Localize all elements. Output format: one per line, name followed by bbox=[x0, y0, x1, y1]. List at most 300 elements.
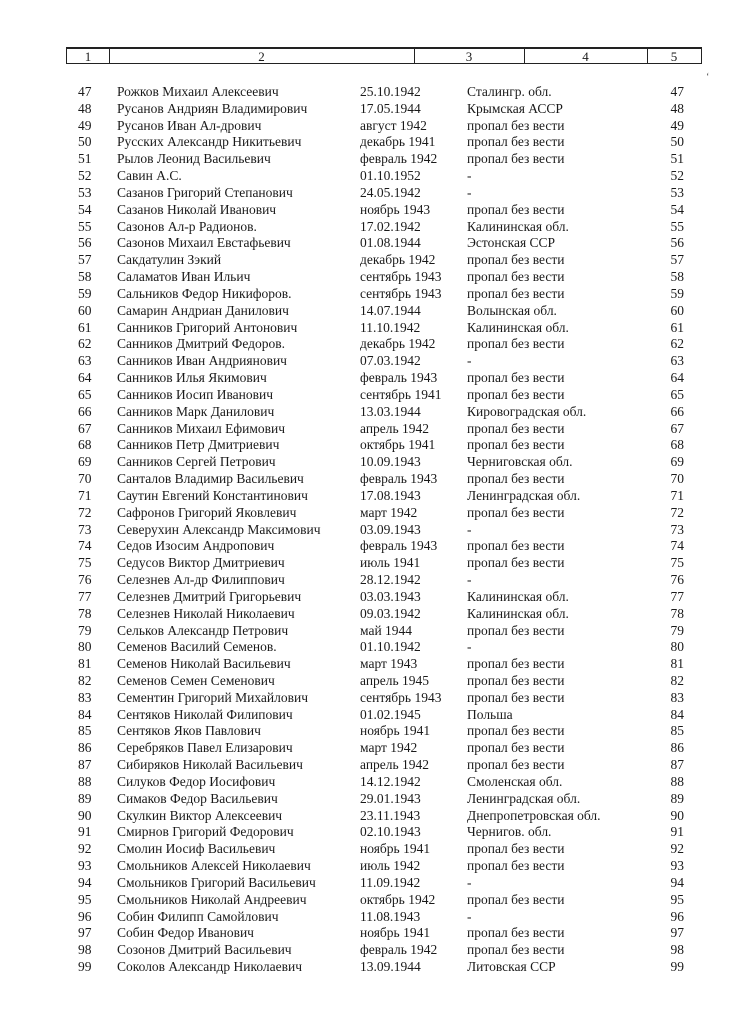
death-date: сентябрь 1943 bbox=[360, 269, 442, 285]
table-header bbox=[66, 47, 702, 64]
row-number: 73 bbox=[78, 521, 92, 537]
person-name: Симаков Федор Васильевич bbox=[117, 790, 278, 806]
person-name: Сальников Федор Никифоров. bbox=[117, 285, 292, 301]
row-number: 85 bbox=[78, 723, 92, 739]
person-name: Силуков Федор Иосифович bbox=[117, 773, 276, 789]
row-number-right: 89 bbox=[670, 790, 684, 806]
death-place: Днепропетровская обл. bbox=[467, 807, 601, 823]
table-row bbox=[0, 572, 748, 589]
row-number: 99 bbox=[78, 959, 92, 975]
row-number-right: 60 bbox=[670, 302, 684, 318]
death-date: август 1942 bbox=[360, 117, 427, 133]
table-row bbox=[0, 858, 748, 875]
row-number-right: 83 bbox=[670, 689, 684, 705]
row-number: 60 bbox=[78, 302, 92, 318]
row-number-right: 73 bbox=[670, 521, 684, 537]
row-number-right: 52 bbox=[670, 168, 684, 184]
row-number: 74 bbox=[78, 538, 92, 554]
death-date: 11.08.1943 bbox=[360, 908, 421, 924]
death-place: пропал без вести bbox=[467, 672, 565, 688]
death-date: май 1944 bbox=[360, 622, 413, 638]
row-number: 48 bbox=[78, 100, 92, 116]
row-number-right: 50 bbox=[670, 134, 684, 150]
table-row bbox=[0, 639, 748, 656]
person-name: Смольников Николай Андреевич bbox=[117, 891, 307, 907]
death-place: Польша bbox=[467, 706, 513, 722]
death-place: пропал без вести bbox=[467, 117, 565, 133]
row-number-right: 72 bbox=[670, 504, 684, 520]
death-date: март 1943 bbox=[360, 656, 418, 672]
death-place: пропал без вести bbox=[467, 134, 565, 150]
person-name: Сазанов Григорий Степанович bbox=[117, 184, 293, 200]
table-row bbox=[0, 454, 748, 471]
death-place: Черниговская обл. bbox=[467, 454, 573, 470]
person-name: Русанов Андриян Владимирович bbox=[117, 100, 308, 116]
death-place: пропал без вести bbox=[467, 252, 565, 268]
death-date: 01.02.1945 bbox=[360, 706, 421, 722]
death-place: пропал без вести bbox=[467, 555, 565, 571]
death-place: - bbox=[467, 874, 472, 890]
death-place: пропал без вести bbox=[467, 420, 565, 436]
row-number: 86 bbox=[78, 740, 92, 756]
person-name: Смирнов Григорий Федорович bbox=[117, 824, 294, 840]
death-place: Калининская обл. bbox=[467, 588, 569, 604]
person-name: Северухин Александр Максимович bbox=[117, 521, 321, 537]
table-row bbox=[0, 925, 748, 942]
death-date: ноябрь 1941 bbox=[360, 925, 431, 941]
table-row bbox=[0, 437, 748, 454]
death-place: пропал без вести bbox=[467, 151, 565, 167]
table-row bbox=[0, 959, 748, 976]
row-number-right: 80 bbox=[670, 639, 684, 655]
person-name: Санников Иван Андриянович bbox=[117, 353, 287, 369]
death-date: декабрь 1941 bbox=[360, 134, 436, 150]
death-place: - bbox=[467, 572, 472, 588]
row-number-right: 48 bbox=[670, 100, 684, 116]
person-name: Селезнев Дмитрий Григорьевич bbox=[117, 588, 302, 604]
table-row bbox=[0, 84, 748, 101]
row-number-right: 77 bbox=[670, 588, 684, 604]
death-date: октябрь 1941 bbox=[360, 437, 436, 453]
death-date: 11.09.1942 bbox=[360, 874, 421, 890]
death-date: апрель 1942 bbox=[360, 757, 430, 773]
person-name: Седусов Виктор Дмитриевич bbox=[117, 555, 285, 571]
row-number-right: 62 bbox=[670, 336, 684, 352]
row-number-right: 70 bbox=[670, 471, 684, 487]
death-date: март 1942 bbox=[360, 504, 418, 520]
table-row bbox=[0, 824, 748, 841]
row-number: 81 bbox=[78, 656, 92, 672]
death-place: пропал без вести bbox=[467, 942, 565, 958]
death-date: ноябрь 1941 bbox=[360, 841, 431, 857]
death-date: 13.03.1944 bbox=[360, 403, 421, 419]
row-number-right: 66 bbox=[670, 403, 684, 419]
death-date: февраль 1943 bbox=[360, 538, 438, 554]
person-name: Сентяков Николай Филипович bbox=[117, 706, 293, 722]
death-date: сентябрь 1943 bbox=[360, 689, 442, 705]
death-date: 17.08.1943 bbox=[360, 487, 421, 503]
death-place: - bbox=[467, 168, 472, 184]
death-date: 13.09.1944 bbox=[360, 959, 421, 975]
row-number-right: 92 bbox=[670, 841, 684, 857]
table-row bbox=[0, 252, 748, 269]
row-number: 96 bbox=[78, 908, 92, 924]
death-place: пропал без вести bbox=[467, 504, 565, 520]
row-number-right: 93 bbox=[670, 858, 684, 874]
table-row bbox=[0, 336, 748, 353]
death-date: декабрь 1942 bbox=[360, 336, 436, 352]
death-place: пропал без вести bbox=[467, 740, 565, 756]
table-row bbox=[0, 269, 748, 286]
death-place: пропал без вести bbox=[467, 622, 565, 638]
row-number-right: 85 bbox=[670, 723, 684, 739]
person-name: Семенов Семен Семенович bbox=[117, 672, 275, 688]
person-name: Собин Филипп Самойлович bbox=[117, 908, 279, 924]
death-place: Смоленская обл. bbox=[467, 773, 563, 789]
person-name: Санников Илья Якимович bbox=[117, 370, 267, 386]
row-number: 57 bbox=[78, 252, 92, 268]
person-name: Санников Григорий Антонович bbox=[117, 319, 298, 335]
death-date: 14.12.1942 bbox=[360, 773, 421, 789]
person-name: Смольников Алексей Николаевич bbox=[117, 858, 311, 874]
death-place: - bbox=[467, 184, 472, 200]
table-row bbox=[0, 774, 748, 791]
table-row bbox=[0, 185, 748, 202]
person-name: Смолин Иосиф Васильевич bbox=[117, 841, 276, 857]
death-date: июль 1941 bbox=[360, 555, 421, 571]
person-name: Савин А.С. bbox=[117, 168, 182, 184]
person-name: Сельков Александр Петрович bbox=[117, 622, 289, 638]
death-place: Волынская обл. bbox=[467, 302, 557, 318]
death-date: 25.10.1942 bbox=[360, 84, 421, 99]
death-date: 01.10.1952 bbox=[360, 168, 421, 184]
death-place: Калининская обл. bbox=[467, 319, 569, 335]
row-number: 80 bbox=[78, 639, 92, 655]
person-name: Семенов Василий Семенов. bbox=[117, 639, 277, 655]
row-number: 50 bbox=[78, 134, 92, 150]
row-number-right: 99 bbox=[670, 959, 684, 975]
row-number-right: 69 bbox=[670, 454, 684, 470]
row-number-right: 71 bbox=[670, 487, 684, 503]
death-date: февраль 1942 bbox=[360, 151, 438, 167]
row-number: 87 bbox=[78, 757, 92, 773]
death-place: пропал без вести bbox=[467, 336, 565, 352]
row-number-right: 91 bbox=[670, 824, 684, 840]
row-number-right: 95 bbox=[670, 891, 684, 907]
death-date: 28.12.1942 bbox=[360, 572, 421, 588]
row-number-right: 59 bbox=[670, 285, 684, 301]
death-date: 24.05.1942 bbox=[360, 184, 421, 200]
row-number: 88 bbox=[78, 773, 92, 789]
row-number-right: 57 bbox=[670, 252, 684, 268]
row-number: 68 bbox=[78, 437, 92, 453]
row-number-right: 67 bbox=[670, 420, 684, 436]
death-date: 03.09.1943 bbox=[360, 521, 421, 537]
death-place: пропал без вести bbox=[467, 656, 565, 672]
table-row bbox=[0, 909, 748, 926]
row-number: 53 bbox=[78, 184, 92, 200]
table-row bbox=[0, 757, 748, 774]
table-row bbox=[0, 538, 748, 555]
row-number-right: 98 bbox=[670, 942, 684, 958]
header-col-1: 1 bbox=[67, 49, 110, 63]
table-row bbox=[0, 118, 748, 135]
death-place: - bbox=[467, 639, 472, 655]
row-number: 67 bbox=[78, 420, 92, 436]
row-number: 78 bbox=[78, 605, 92, 621]
row-number: 54 bbox=[78, 201, 92, 217]
death-place: пропал без вести bbox=[467, 285, 565, 301]
table-row bbox=[0, 606, 748, 623]
table-row bbox=[0, 404, 748, 421]
person-name: Сафронов Григорий Яковлевич bbox=[117, 504, 297, 520]
table-row bbox=[0, 303, 748, 320]
person-name: Сазанов Николай Иванович bbox=[117, 201, 277, 217]
row-number-right: 79 bbox=[670, 622, 684, 638]
death-date: сентябрь 1941 bbox=[360, 386, 442, 402]
row-number-right: 76 bbox=[670, 572, 684, 588]
header-col-2: 2 bbox=[109, 49, 415, 63]
row-number: 69 bbox=[78, 454, 92, 470]
header-col-3: 3 bbox=[414, 49, 525, 63]
table-row bbox=[0, 488, 748, 505]
person-name: Сазонов Михаил Евстафьевич bbox=[117, 235, 291, 251]
table-row bbox=[0, 808, 748, 825]
row-number: 65 bbox=[78, 386, 92, 402]
death-date: 29.01.1943 bbox=[360, 790, 421, 806]
person-name: Сибиряков Николай Васильевич bbox=[117, 757, 303, 773]
death-place: - bbox=[467, 353, 472, 369]
row-number: 77 bbox=[78, 588, 92, 604]
death-date: апрель 1945 bbox=[360, 672, 430, 688]
person-name: Селезнев Ал-др Филиппович bbox=[117, 572, 285, 588]
row-number-right: 49 bbox=[670, 117, 684, 133]
table-row bbox=[0, 723, 748, 740]
row-number-right: 84 bbox=[670, 706, 684, 722]
person-name: Санников Иосип Иванович bbox=[117, 386, 273, 402]
table-row bbox=[0, 168, 748, 185]
row-number: 91 bbox=[78, 824, 92, 840]
death-place: Калининская обл. bbox=[467, 605, 569, 621]
death-place: пропал без вести bbox=[467, 437, 565, 453]
table-body bbox=[0, 84, 748, 976]
row-number-right: 47 bbox=[670, 84, 684, 99]
death-place: пропал без вести bbox=[467, 386, 565, 402]
row-number: 79 bbox=[78, 622, 92, 638]
row-number-right: 94 bbox=[670, 874, 684, 890]
margin-mark: ‘ bbox=[706, 72, 710, 83]
row-number: 51 bbox=[78, 151, 92, 167]
death-place: пропал без вести bbox=[467, 201, 565, 217]
row-number: 94 bbox=[78, 874, 92, 890]
death-place: Литовская ССР bbox=[467, 959, 556, 975]
death-date: 11.10.1942 bbox=[360, 319, 421, 335]
row-number: 89 bbox=[78, 790, 92, 806]
table-row bbox=[0, 841, 748, 858]
row-number-right: 54 bbox=[670, 201, 684, 217]
death-place: Ленинградская обл. bbox=[467, 790, 581, 806]
death-date: октябрь 1942 bbox=[360, 891, 436, 907]
row-number: 90 bbox=[78, 807, 92, 823]
row-number-right: 65 bbox=[670, 386, 684, 402]
person-name: Соколов Александр Николаевич bbox=[117, 959, 303, 975]
row-number-right: 51 bbox=[670, 151, 684, 167]
death-date: сентябрь 1943 bbox=[360, 285, 442, 301]
row-number: 58 bbox=[78, 269, 92, 285]
death-place: пропал без вести bbox=[467, 841, 565, 857]
row-number: 71 bbox=[78, 487, 92, 503]
row-number-right: 78 bbox=[670, 605, 684, 621]
row-number-right: 75 bbox=[670, 555, 684, 571]
row-number-right: 53 bbox=[670, 184, 684, 200]
row-number-right: 97 bbox=[670, 925, 684, 941]
table-row bbox=[0, 791, 748, 808]
death-date: ноябрь 1943 bbox=[360, 201, 431, 217]
death-place: пропал без вести bbox=[467, 858, 565, 874]
death-date: 07.03.1942 bbox=[360, 353, 421, 369]
death-place: пропал без вести bbox=[467, 471, 565, 487]
table-row bbox=[0, 673, 748, 690]
row-number-right: 64 bbox=[670, 370, 684, 386]
death-place: пропал без вести bbox=[467, 891, 565, 907]
row-number: 92 bbox=[78, 841, 92, 857]
death-date: 01.08.1944 bbox=[360, 235, 421, 251]
person-name: Серебряков Павел Елизарович bbox=[117, 740, 293, 756]
person-name: Смольников Григорий Васильевич bbox=[117, 874, 316, 890]
table-row bbox=[0, 235, 748, 252]
table-row bbox=[0, 505, 748, 522]
death-date: март 1942 bbox=[360, 740, 418, 756]
row-number-right: 88 bbox=[670, 773, 684, 789]
person-name: Рылов Леонид Васильевич bbox=[117, 151, 271, 167]
person-name: Сазонов Ал-р Радионов. bbox=[117, 218, 257, 234]
death-date: июль 1942 bbox=[360, 858, 421, 874]
person-name: Созонов Дмитрий Васильевич bbox=[117, 942, 292, 958]
death-place: Крымская АССР bbox=[467, 100, 563, 116]
death-place: пропал без вести bbox=[467, 269, 565, 285]
death-place: пропал без вести bbox=[467, 925, 565, 941]
table-row bbox=[0, 202, 748, 219]
person-name: Санников Михаил Ефимович bbox=[117, 420, 286, 436]
row-number: 82 bbox=[78, 672, 92, 688]
table-row bbox=[0, 589, 748, 606]
death-place: Калининская обл. bbox=[467, 218, 569, 234]
row-number: 56 bbox=[78, 235, 92, 251]
row-number: 61 bbox=[78, 319, 92, 335]
table-row bbox=[0, 707, 748, 724]
row-number-right: 82 bbox=[670, 672, 684, 688]
death-place: пропал без вести bbox=[467, 370, 565, 386]
table-row bbox=[0, 134, 748, 151]
table-row bbox=[0, 101, 748, 118]
row-number-right: 61 bbox=[670, 319, 684, 335]
death-place: пропал без вести bbox=[467, 689, 565, 705]
death-date: 17.02.1942 bbox=[360, 218, 421, 234]
row-number-right: 63 bbox=[670, 353, 684, 369]
table-row bbox=[0, 320, 748, 337]
table-row bbox=[0, 219, 748, 236]
person-name: Собин Федор Иванович bbox=[117, 925, 254, 941]
table-row bbox=[0, 623, 748, 640]
person-name: Рожков Михаил Алексеевич bbox=[117, 84, 279, 99]
row-number: 64 bbox=[78, 370, 92, 386]
death-date: 03.03.1943 bbox=[360, 588, 421, 604]
table-row bbox=[0, 387, 748, 404]
row-number-right: 96 bbox=[670, 908, 684, 924]
row-number: 84 bbox=[78, 706, 92, 722]
death-place: Эстонская ССР bbox=[467, 235, 556, 251]
death-place: - bbox=[467, 521, 472, 537]
row-number: 76 bbox=[78, 572, 92, 588]
row-number-right: 81 bbox=[670, 656, 684, 672]
table-row bbox=[0, 522, 748, 539]
person-name: Селезнев Николай Николаевич bbox=[117, 605, 295, 621]
row-number-right: 55 bbox=[670, 218, 684, 234]
death-date: 02.10.1943 bbox=[360, 824, 421, 840]
person-name: Санников Сергей Петрович bbox=[117, 454, 276, 470]
header-col-4: 4 bbox=[524, 49, 648, 63]
row-number: 72 bbox=[78, 504, 92, 520]
death-place: Чернигов. обл. bbox=[467, 824, 552, 840]
row-number: 98 bbox=[78, 942, 92, 958]
person-name: Саламатов Иван Ильич bbox=[117, 269, 251, 285]
row-number: 70 bbox=[78, 471, 92, 487]
table-row bbox=[0, 286, 748, 303]
person-name: Самарин Андриан Данилович bbox=[117, 302, 289, 318]
table-row bbox=[0, 875, 748, 892]
person-name: Санников Дмитрий Федоров. bbox=[117, 336, 286, 352]
person-name: Скулкин Виктор Алексеевич bbox=[117, 807, 283, 823]
table-row bbox=[0, 471, 748, 488]
death-date: 10.09.1943 bbox=[360, 454, 421, 470]
row-number: 62 bbox=[78, 336, 92, 352]
death-date: 17.05.1944 bbox=[360, 100, 421, 116]
death-date: апрель 1942 bbox=[360, 420, 430, 436]
row-number: 93 bbox=[78, 858, 92, 874]
death-date: декабрь 1942 bbox=[360, 252, 436, 268]
death-place: - bbox=[467, 908, 472, 924]
death-place: пропал без вести bbox=[467, 723, 565, 739]
death-place: пропал без вести bbox=[467, 538, 565, 554]
table-row bbox=[0, 353, 748, 370]
person-name: Санталов Владимир Васильевич bbox=[117, 471, 304, 487]
death-date: 23.11.1943 bbox=[360, 807, 421, 823]
death-date: 09.03.1942 bbox=[360, 605, 421, 621]
table-row bbox=[0, 892, 748, 909]
table-row bbox=[0, 656, 748, 673]
row-number-right: 56 bbox=[670, 235, 684, 251]
death-date: 14.07.1944 bbox=[360, 302, 421, 318]
death-place: пропал без вести bbox=[467, 757, 565, 773]
row-number: 83 bbox=[78, 689, 92, 705]
person-name: Русанов Иван Ал-дрович bbox=[117, 117, 262, 133]
table-row bbox=[0, 740, 748, 757]
table-row bbox=[0, 942, 748, 959]
table-row bbox=[0, 421, 748, 438]
table-row bbox=[0, 690, 748, 707]
person-name: Санников Марк Данилович bbox=[117, 403, 275, 419]
row-number: 47 bbox=[78, 84, 92, 99]
row-number: 59 bbox=[78, 285, 92, 301]
person-name: Русских Александр Никитьевич bbox=[117, 134, 302, 150]
row-number: 97 bbox=[78, 925, 92, 941]
row-number: 52 bbox=[78, 168, 92, 184]
header-col-5: 5 bbox=[670, 49, 678, 64]
row-number-right: 87 bbox=[670, 757, 684, 773]
death-date: 01.10.1942 bbox=[360, 639, 421, 655]
row-number: 95 bbox=[78, 891, 92, 907]
row-number-right: 68 bbox=[670, 437, 684, 453]
